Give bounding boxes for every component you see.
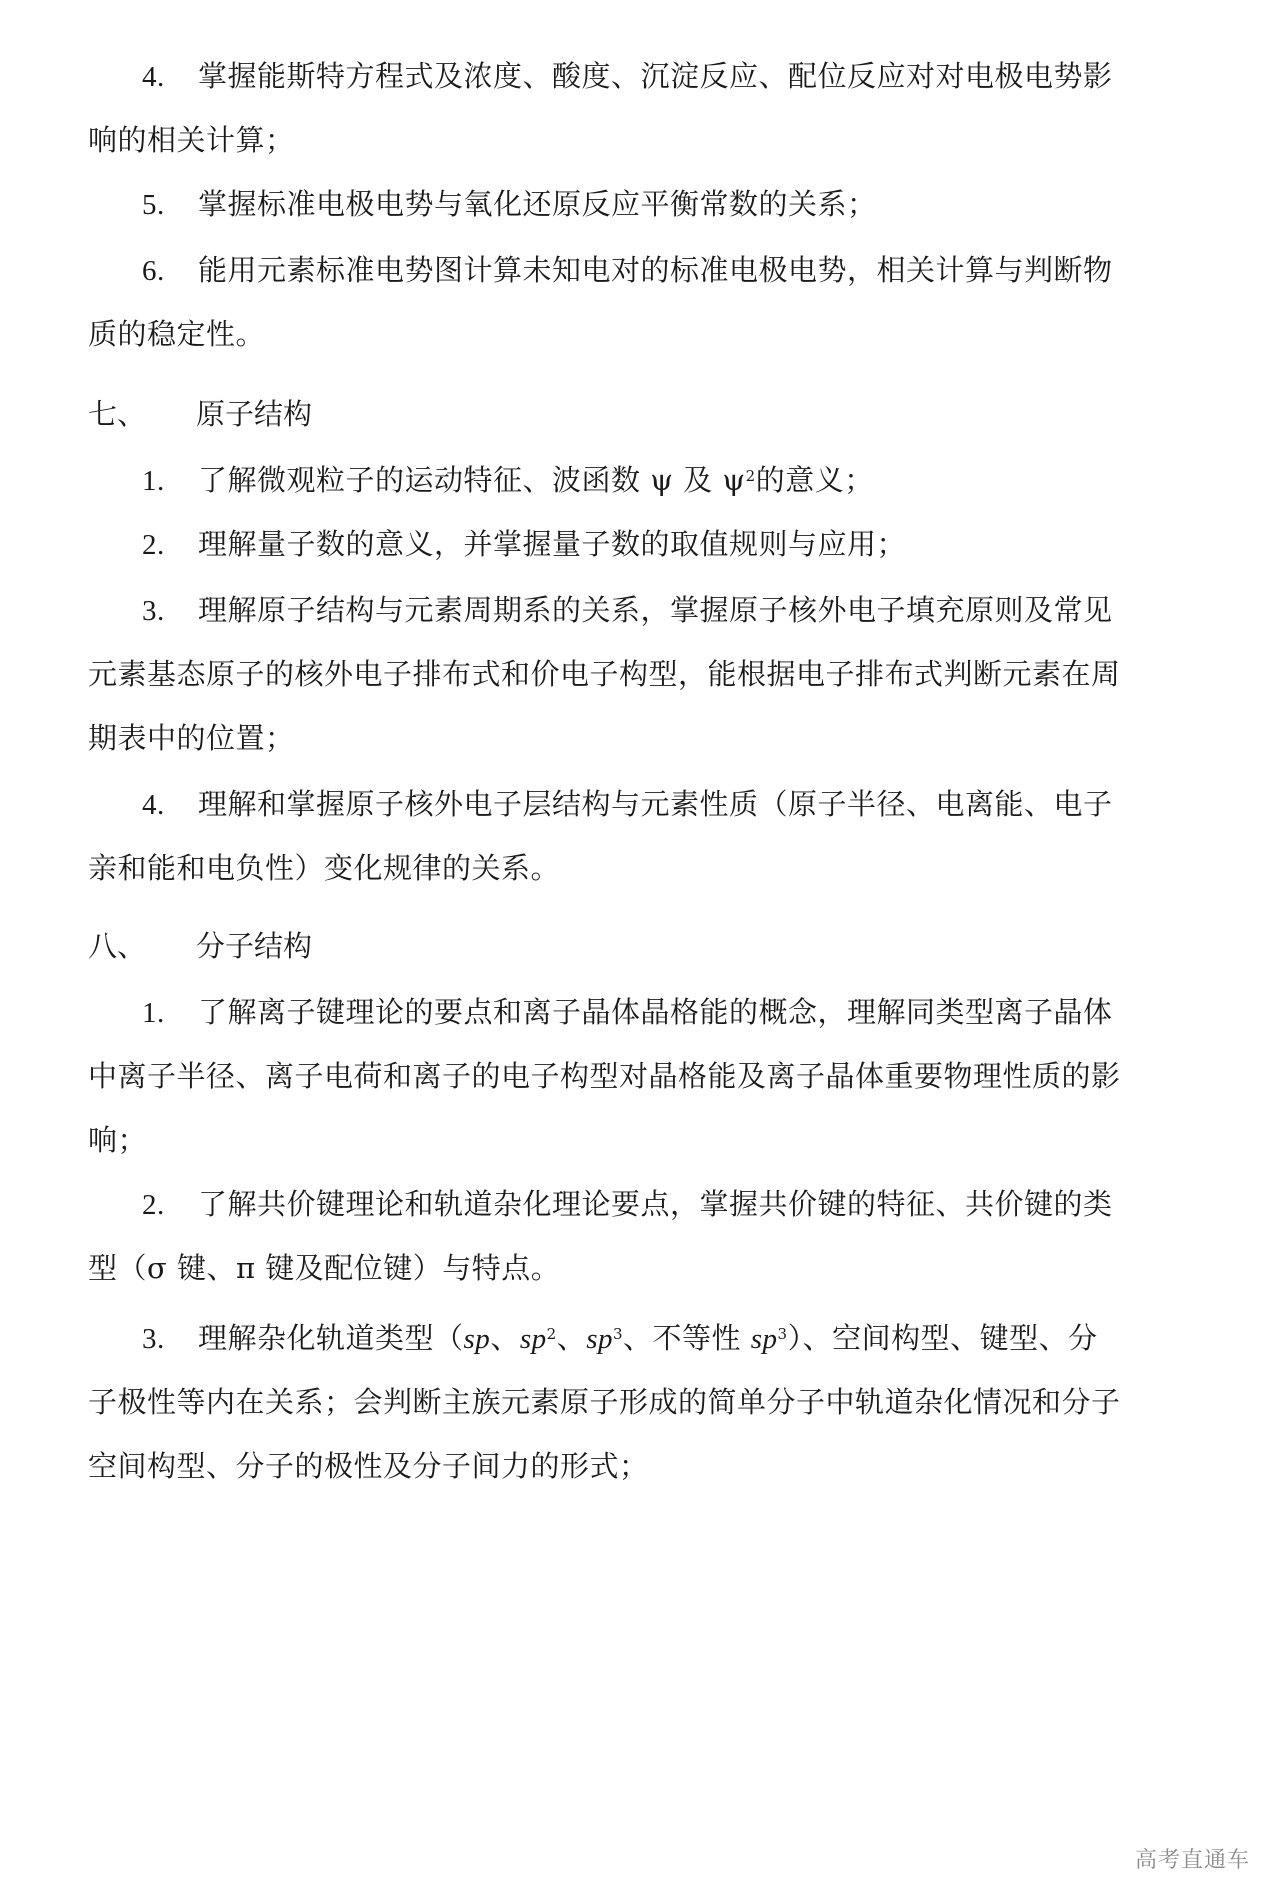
s8-item3-line1 (142, 1318, 1098, 1359)
section7-number: 七、 (88, 397, 147, 431)
s6-item5-line1 (142, 184, 877, 225)
paragraph-text: 、不等性 (623, 1321, 751, 1355)
s8-item1-line2: 中离子半径、离子电荷和离子的电子构型对晶格能及离子晶体重要物理性质的影 (88, 1059, 1121, 1093)
s6-item6-line1 (142, 250, 1113, 291)
paragraph-text: 掌握标准电极电势与氧化还原反应平衡常数的关系； (198, 187, 877, 221)
s8-item1-line1 (142, 992, 1113, 1033)
superscript: 2 (745, 467, 756, 485)
paragraph-text: 掌握能斯特方程式及浓度、酸度、沉淀反应、配位反应对对电极电势影 (198, 59, 1113, 93)
orbital-sp: sp (463, 1323, 491, 1355)
paragraph-text: ）、空间构型、键型、分 (787, 1321, 1098, 1355)
paragraph-text: 理解和掌握原子核外电子层结构与元素性质（原子半径、电离能、电子 (198, 787, 1113, 821)
list-number: 3. (142, 595, 165, 627)
section8-number: 八、 (88, 929, 147, 963)
superscript: 2 (546, 1325, 557, 1343)
paragraph-text: 理解杂化轨道类型（ (198, 1321, 464, 1355)
list-number: 2. (142, 1189, 165, 1221)
s7-item3-line2: 元素基态原子的核外电子排布式和价电子构型，能根据电子排布式判断元素在周 (88, 657, 1121, 691)
paragraph-text: 理解量子数的意义，并掌握量子数的取值规则与应用； (198, 527, 907, 561)
paragraph-text: 能用元素标准电势图计算未知电对的标准电极电势，相关计算与判断物 (198, 253, 1113, 287)
orbital-sp2: sp (519, 1323, 547, 1355)
watermark: 高考直通车 (1134, 1848, 1250, 1873)
s7-item4-line2: 亲和能和电负性）变化规律的关系。 (88, 851, 561, 885)
superscript: 3 (612, 1325, 624, 1343)
s7-item4-line1 (142, 784, 1113, 825)
s6-item6-line2: 质的稳定性。 (88, 317, 266, 351)
paragraph-text: 了解离子键理论的要点和离子晶体晶格能的概念，理解同类型离子晶体 (198, 995, 1113, 1029)
section7-title: 原子结构 (196, 397, 313, 431)
section8-title: 分子结构 (196, 929, 313, 963)
list-number: 6. (142, 255, 165, 287)
list-number: 3. (142, 1323, 165, 1355)
s7-item3-line3: 期表中的位置； (88, 721, 295, 755)
superscript: 3 (777, 1325, 788, 1343)
list-number: 2. (142, 529, 165, 561)
s6-item4-line1 (142, 56, 1113, 97)
paragraph-text: 了解共价键理论和轨道杂化理论要点，掌握共价键的特征、共价键的类 (198, 1187, 1113, 1221)
list-number: 4. (142, 789, 165, 821)
s8-item2-line1 (142, 1184, 1113, 1225)
paragraph-text: 了解微观粒子的运动特征、波函数 ψ 及 ψ (198, 463, 746, 497)
orbital-sp3: sp (586, 1323, 613, 1355)
s8-item3-line2: 子极性等内在关系；会判断主族元素原子形成的简单分子中轨道杂化情况和分子 (88, 1385, 1121, 1419)
s8-item3-line3: 空间构型、分子的极性及分子间力的形式； (88, 1449, 649, 1483)
separator: 、 (556, 1321, 587, 1355)
paragraph-text: 理解原子结构与元素周期系的关系，掌握原子核外电子填充原则及常见 (198, 593, 1113, 627)
s7-item2-line1 (142, 524, 906, 565)
list-number: 1. (142, 465, 165, 497)
list-number: 1. (142, 997, 165, 1029)
s8-item2-line2: 型（σ 键、π 键及配位键）与特点。 (88, 1251, 561, 1285)
s7-item3-line1 (142, 590, 1113, 631)
list-number: 5. (142, 189, 165, 221)
list-number: 4. (142, 61, 165, 93)
separator: 、 (490, 1321, 520, 1355)
paragraph-text: 的意义； (755, 463, 874, 497)
orbital-sp3-unequal: sp (750, 1323, 778, 1355)
s7-item1-line1 (142, 460, 874, 501)
s6-item4-line2: 响的相关计算； (88, 123, 295, 157)
s8-item1-line3: 响； (88, 1123, 148, 1157)
